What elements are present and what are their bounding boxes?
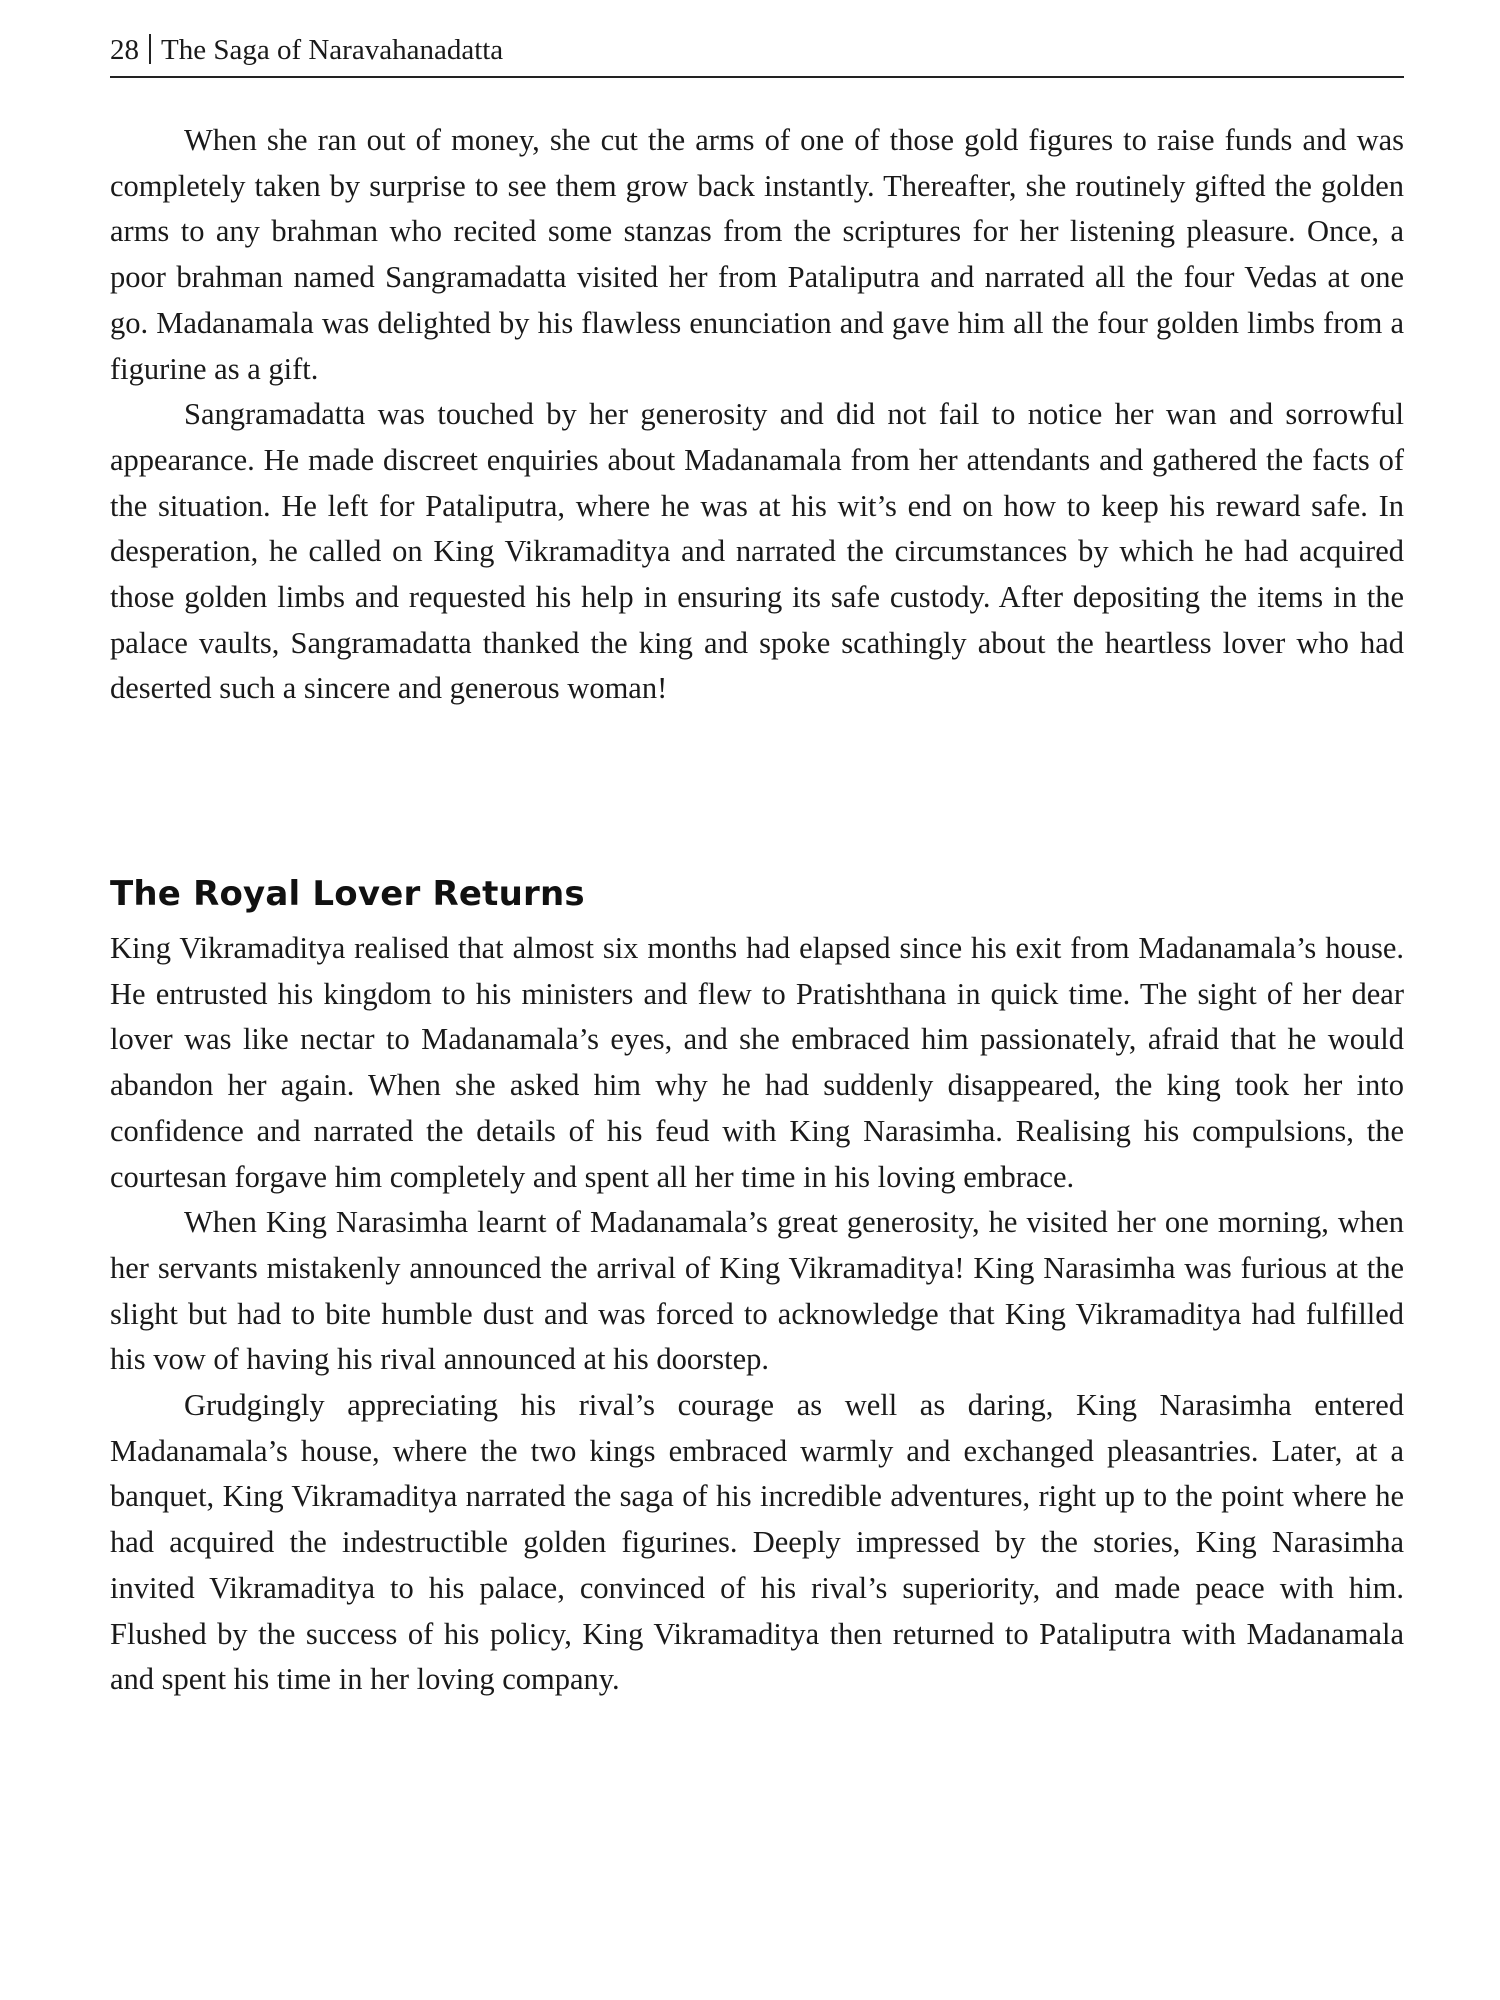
section-1-body [110, 118, 1404, 712]
book-title: The Saga of Naravahanadatta [161, 34, 504, 66]
section-2-body [110, 926, 1404, 1703]
paragraph: King Vikramaditya realised that almost six months had elapsed since his exit from Madanamala’s house. He entrusted his kingdom to his ministers and flew to Pratishthana in quick time. The sight of her dear lover was like nectar to Madanamala’s eyes, and she embraced him passionately, afraid that he would abandon her again. When she asked him why he had suddenly disappeared, the king took her into confidence and narrated the details of his feud with King Narasimha. Realising his compulsions, the courtesan forgave him completely and spent all her time in his loving embrace. [110, 931, 1404, 1194]
paragraph: Grudgingly appreciating his rival’s courage as well as daring, King Narasimha entered Madanamala’s house, where the two kings embraced warmly and exchanged pleasantries. Later, at a banquet, King Vikramaditya narrated the saga of his incredible adventures, right up to the point where he had acquired the indestructible golden figurines. Deeply impressed by the stories, King Narasimha invited Vikramaditya to his palace, convinced of his rival’s superiority, and made peace with him. Flushed by the success of his policy, King Vikramaditya then returned to Pataliputra with Madanamala and spent his time in her loving company. [110, 1388, 1404, 1697]
header-separator [149, 34, 151, 64]
section-heading: The Royal Lover Returns [110, 874, 585, 914]
page-number: 28 [110, 34, 139, 66]
paragraph: When she ran out of money, she cut the arms of one of those gold figures to raise funds and was completely taken by surprise to see them grow back instantly. Thereafter, she routinely gifted the golden arms to any brahman who recited some stanzas from the scriptures for her listening pleasure. Once, a poor brahman named Sangramadatta visited her from Pataliputra and narrated all the four Vedas at one go. Madanamala was delighted by his flawless enunciation and gave him all the four golden limbs from a figurine as a gift. [110, 123, 1404, 386]
paragraph: Sangramadatta was touched by her generosity and did not fail to notice her wan and sorrowful appearance. He made discreet enquiries about Madanamala from her attendants and gathered the facts of the situation. He left for Pataliputra, where he was at his wit’s end on how to keep his reward safe. In desperation, he called on King Vikramaditya and narrated the circumstances by which he had acquired those golden limbs and requested his help in ensuring its safe custody. After depositing the items in the palace vaults, Sangramadatta thanked the king and spoke scathingly about the heartless lover who had deserted such a sincere and generous woman! [110, 397, 1404, 706]
paragraph: When King Narasimha learnt of Madanamala’s great generosity, he visited her one morning, when her servants mistakenly announced the arrival of King Vikramaditya! King Narasimha was furious at the slight but had to bite humble dust and was forced to acknowledge that King Vikramaditya had fulfilled his vow of having his rival announced at his doorstep. [110, 1205, 1404, 1377]
running-header [110, 30, 1404, 78]
